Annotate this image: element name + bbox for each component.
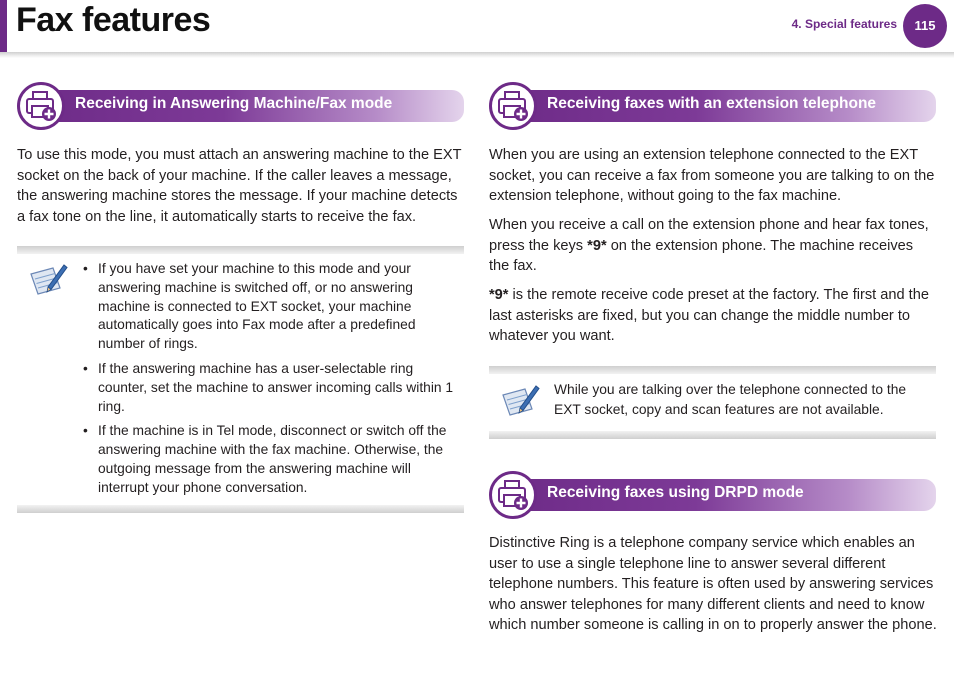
paragraph-text: is the remote receive code preset at the factory. The first and the last asterisks are fixed, but you can change the middle number to whatever you want.: [489, 287, 929, 344]
section-heading-answering-machine: [17, 90, 464, 122]
note-bottom-rule: [489, 431, 936, 439]
note-bottom-rule: [17, 505, 464, 513]
section-heading-extension-telephone: [489, 90, 936, 122]
intro-paragraph: To use this mode, you must attach an answering machine to the EXT socket on the back of your machine. If the caller leaves a message, the answering machine stores the message. If your machine detects a fax tone on the line, it automatically starts to receive the fax.: [17, 147, 462, 225]
section-title: Receiving faxes with an extension telephone: [547, 95, 877, 112]
header-divider: [0, 52, 954, 58]
note-pencil-icon: [27, 260, 69, 303]
list-item: • If you have set your machine to this mode and your answering machine is switched off, or no answering machine is connected to EXT socket, your machine automatically goes into Fax mode after a predefined number of rings.: [83, 260, 465, 354]
extension-paragraph-1: When you are using an extension telephone connected to the EXT socket, you can receive a fax from someone you are talking to on the extension telephone, without going to the fax machine.: [489, 147, 935, 204]
extension-paragraph-2: [489, 215, 937, 277]
paragraph-text: When you receive a call on the extension phone and hear fax tones, press the keys: [489, 217, 929, 254]
remote-code: *9*: [587, 237, 607, 254]
remote-code: *9*: [489, 287, 509, 303]
note-top-rule: [489, 366, 936, 374]
list-item: • If the machine is in Tel mode, disconnect or switch off the answering machine with the fax machine. Otherwise, the outgoing message from the answering machine will interrupt your phone conversation.: [83, 422, 465, 497]
section-heading-drpd-mode: [489, 479, 936, 511]
section-title: Receiving faxes using DRPD mode: [547, 484, 804, 501]
extension-paragraph-3: [489, 285, 937, 347]
page-title: Fax features: [16, 1, 211, 39]
note-box: [17, 246, 464, 513]
paragraph-text: on the extension phone. The machine receives the fax.: [489, 237, 914, 274]
note-box: [489, 366, 936, 439]
note-bullet-list: [83, 260, 465, 504]
fax-printer-icon: [489, 471, 537, 519]
title-accent-bar: [0, 0, 7, 52]
page-number-badge: 115: [903, 4, 947, 48]
fax-printer-icon: [17, 82, 65, 130]
section-title: Receiving in Answering Machine/Fax mode: [75, 95, 393, 112]
drpd-paragraph: Distinctive Ring is a telephone company service which enables an user to use a single telephone line to answer several different telephone numbers. This feature is often used by answering services who answer telephones for many different clients and need to know which number someone is calling in on to properly answer the phone.: [489, 535, 937, 633]
note-pencil-icon: [499, 381, 541, 424]
note-text: While you are talking over the telephone connected to the EXT socket, copy and scan features are not available.: [554, 382, 907, 417]
list-item: • If the answering machine has a user-selectable ring counter, set the machine to answer incoming calls within 1 ring.: [83, 360, 465, 416]
fax-printer-icon: [489, 82, 537, 130]
note-top-rule: [17, 246, 464, 254]
chapter-label: 4. Special features: [791, 17, 897, 31]
